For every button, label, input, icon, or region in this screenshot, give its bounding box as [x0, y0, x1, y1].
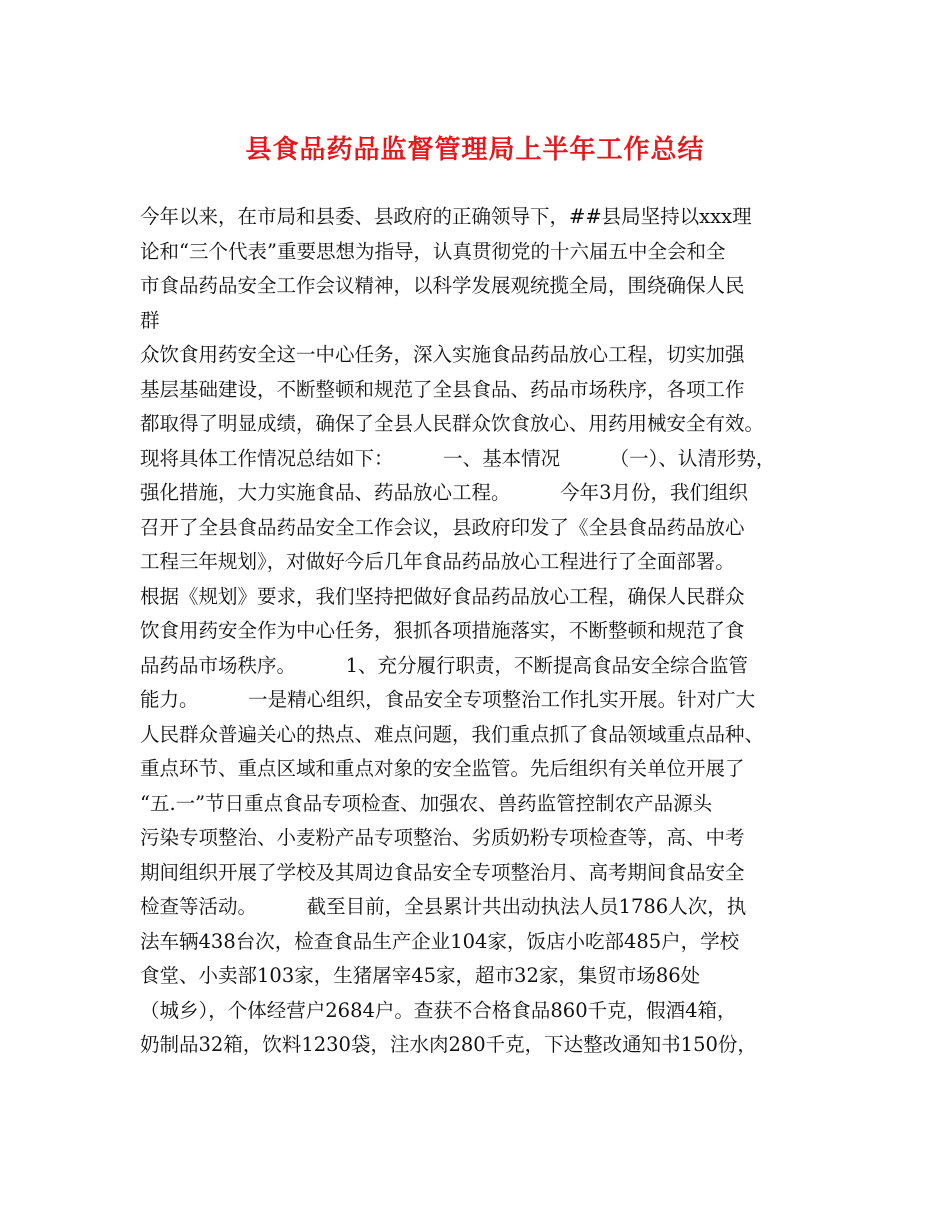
- body-line: 论和“三个代表”重要思想为指导，认真贯彻党的十六届五中全会和全: [140, 239, 726, 263]
- body-line: 现将具体工作情况总结如下： 一、基本情况 （一）、认清形势，: [140, 446, 776, 470]
- body-line: 能力。 一是精心组织，食品安全专项整治工作扎实开展。针对广大: [140, 688, 756, 711]
- body-line: 工程三年规划》，对做好今后几年食品药品放心工程进行了全面部署。: [140, 550, 735, 573]
- body-line: 奶制品32箱，饮料1230袋，注水肉280千克，下达整改通知书150份，: [140, 1033, 757, 1056]
- document-body: [140, 200, 830, 1063]
- body-line: 召开了全县食品药品安全工作会议，县政府印发了《全县食品药品放心: [140, 515, 745, 539]
- body-line: 品药品市场秩序。 1、充分履行职责，不断提高食品安全综合监管: [140, 653, 748, 677]
- body-line: 强化措施，大力实施食品、药品放心工程。 今年3月份，我们组织: [140, 481, 748, 504]
- body-line: 基层基础建设，不断整顿和规范了全县食品、药品市场秩序，各项工作: [140, 377, 745, 401]
- document-title: 县食品药品监督管理局上半年工作总结: [245, 135, 705, 165]
- body-line: 市食品药品安全工作会议精神，以科学发展观统揽全局，围绕确保人民: [140, 274, 745, 297]
- body-line: 根据《规划》要求，我们坚持把做好食品药品放心工程，确保人民群众: [140, 584, 745, 608]
- body-line: 都取得了明显成绩，确保了全县人民群众饮食放心、用药用械安全有效。: [140, 412, 765, 435]
- body-line: 检查等活动。 截至目前，全县累计共出动执法人员1786人次，执: [140, 895, 747, 918]
- body-line: 人民群众普遍关心的热点、难点问题，我们重点抓了食品领域重点品种、: [140, 722, 765, 746]
- body-line: 食堂、小卖部103家，生猪屠宰45家，超市32家，集贸市场86处: [140, 964, 701, 987]
- body-line: 期间组织开展了学校及其周边食品安全专项整治月、高考期间食品安全: [140, 860, 745, 884]
- body-line: 污染专项整治、小麦粉产品专项整治、劣质奶粉专项检查等，高、中考: [140, 826, 745, 849]
- body-line: 重点环节、重点区域和重点对象的安全监管。先后组织有关单位开展了: [140, 757, 745, 780]
- body-line: 今年以来，在市局和县委、县政府的正确领导下，##县局坚持以xxx理: [140, 205, 752, 228]
- body-line: 法车辆438台次，检查食品生产企业104家，饭店小吃部485户，学校: [140, 929, 740, 953]
- body-line: （城乡），个体经营户2684户。查获不合格食品860千克，假酒4箱，: [140, 998, 737, 1022]
- body-line: “五.一”节日重点食品专项检查、加强农、兽药监管控制农产品源头: [140, 791, 713, 815]
- body-line: 众饮食用药安全这一中心任务，深入实施食品药品放心工程，切实加强: [140, 343, 745, 366]
- body-line: 群: [140, 308, 160, 332]
- body-line: 饮食用药安全作为中心任务，狠抓各项措施落实，不断整顿和规范了食: [140, 619, 745, 642]
